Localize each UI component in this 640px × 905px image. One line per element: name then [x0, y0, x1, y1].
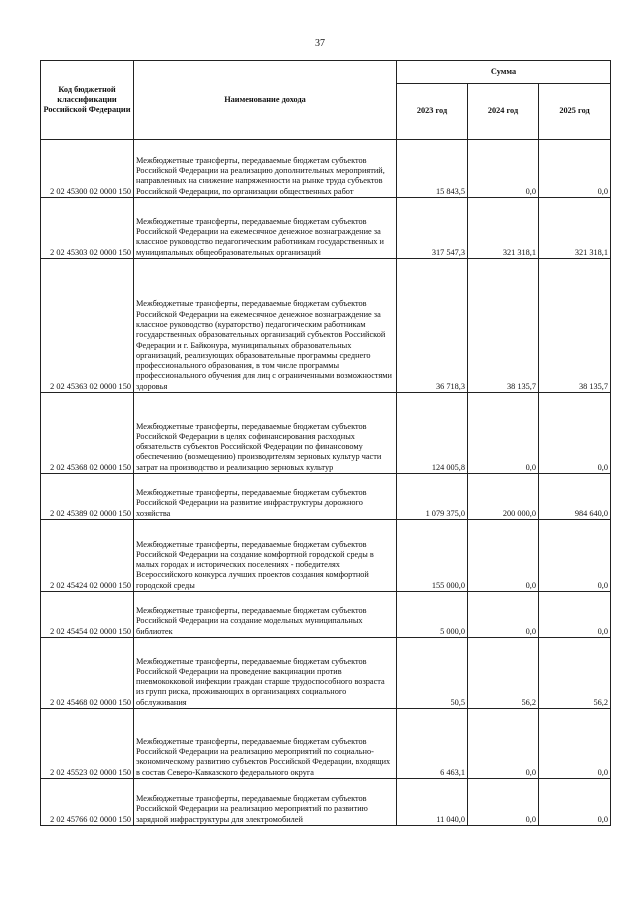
row-value-2024: 321 318,1	[468, 198, 539, 259]
row-name: Межбюджетные трансферты, передаваемые бюджетам субъектов Российской Федерации на создание комфортной городской среды в малых городах и исторических поселениях - победителях Всероссийского конкурса лучших проектов создания комфортной городской среды	[134, 520, 397, 592]
row-name: Межбюджетные трансферты, передаваемые бюджетам субъектов Российской Федерации на развитие инфраструктуры дорожного хозяйства	[134, 474, 397, 520]
row-code: 2 02 45454 02 0000 150	[41, 592, 134, 638]
row-value-2024: 0,0	[468, 393, 539, 474]
header-year-2025: 2025 год	[539, 84, 611, 140]
row-value-2025: 0,0	[539, 709, 611, 779]
page-number: 37	[315, 38, 325, 49]
row-value-2023: 317 547,3	[397, 198, 468, 259]
row-name: Межбюджетные трансферты, передаваемые бюджетам субъектов Российской Федерации на проведение вакцинации против пневмококковой инфекции граждан старше трудоспособного возраста из групп риска, проживающих в организациях социального обслуживания	[134, 638, 397, 709]
row-code: 2 02 45303 02 0000 150	[41, 198, 134, 259]
row-value-2023: 15 843,5	[397, 140, 468, 198]
header-year-2023: 2023 год	[397, 84, 468, 140]
row-value-2024: 56,2	[468, 638, 539, 709]
row-value-2025: 0,0	[539, 140, 611, 198]
revenue-table	[40, 60, 611, 826]
row-value-2024: 200 000,0	[468, 474, 539, 520]
header-sum: Сумма	[397, 61, 611, 84]
row-value-2025: 321 318,1	[539, 198, 611, 259]
row-code: 2 02 45424 02 0000 150	[41, 520, 134, 592]
table-row	[41, 198, 611, 259]
row-value-2025: 0,0	[539, 393, 611, 474]
row-name: Межбюджетные трансферты, передаваемые бюджетам субъектов Российской Федерации в целях софинансирования расходных обязательств субъектов Российской Федерации по финансовому обеспечению (возмещению) производителям зерновых культур части затрат на производство и реализацию зерновых культур	[134, 393, 397, 474]
row-value-2024: 0,0	[468, 520, 539, 592]
row-code: 2 02 45766 02 0000 150	[41, 779, 134, 826]
row-value-2025: 984 640,0	[539, 474, 611, 520]
row-code: 2 02 45389 02 0000 150	[41, 474, 134, 520]
row-value-2025: 56,2	[539, 638, 611, 709]
header-name: Наименование дохода	[134, 61, 397, 140]
table-row	[41, 520, 611, 592]
row-value-2023: 36 718,3	[397, 259, 468, 393]
row-name: Межбюджетные трансферты, передаваемые бюджетам субъектов Российской Федерации на реализацию мероприятий по развитию зарядной инфраструктуры для электромобилей	[134, 779, 397, 826]
row-value-2025: 38 135,7	[539, 259, 611, 393]
row-code: 2 02 45468 02 0000 150	[41, 638, 134, 709]
table-row	[41, 638, 611, 709]
table-row	[41, 709, 611, 779]
row-name: Межбюджетные трансферты, передаваемые бюджетам субъектов Российской Федерации на ежемесячное денежное вознаграждение за классное руководство (кураторство) педагогическим работникам государственных образовательных организаций субъектов Российской Федерации и г. Байконура, муниципальных образовательных организаций, реализующих образовательные программы среднего профессионального образования, в том числе программы профессионального обучения для лиц с ограниченными возможностями здоровья	[134, 259, 397, 393]
row-name: Межбюджетные трансферты, передаваемые бюджетам субъектов Российской Федерации на реализацию дополнительных мероприятий, направленных на снижение напряженности на рынке труда субъектов Российской Федерации, по организации общественных работ	[134, 140, 397, 198]
row-value-2025: 0,0	[539, 520, 611, 592]
row-value-2023: 124 005,8	[397, 393, 468, 474]
row-value-2023: 11 040,0	[397, 779, 468, 826]
row-code: 2 02 45368 02 0000 150	[41, 393, 134, 474]
header-year-2024: 2024 год	[468, 84, 539, 140]
row-code: 2 02 45523 02 0000 150	[41, 709, 134, 779]
row-code: 2 02 45363 02 0000 150	[41, 259, 134, 393]
table-row	[41, 592, 611, 638]
row-name: Межбюджетные трансферты, передаваемые бюджетам субъектов Российской Федерации на создание модельных муниципальных библиотек	[134, 592, 397, 638]
row-value-2023: 5 000,0	[397, 592, 468, 638]
header-code: Код бюджетной классификации Российской Федерации	[41, 61, 134, 140]
table-row	[41, 259, 611, 393]
row-value-2024: 0,0	[468, 140, 539, 198]
row-value-2024: 0,0	[468, 709, 539, 779]
table-row	[41, 474, 611, 520]
row-value-2025: 0,0	[539, 779, 611, 826]
row-value-2024: 0,0	[468, 592, 539, 638]
row-name: Межбюджетные трансферты, передаваемые бюджетам субъектов Российской Федерации на ежемесячное денежное вознаграждение за классное руководство педагогическим работникам государственных и муниципальных общеобразовательных организаций	[134, 198, 397, 259]
row-value-2023: 6 463,1	[397, 709, 468, 779]
row-code: 2 02 45300 02 0000 150	[41, 140, 134, 198]
row-value-2025: 0,0	[539, 592, 611, 638]
row-name: Межбюджетные трансферты, передаваемые бюджетам субъектов Российской Федерации на реализацию мероприятий по социально-экономическому развитию субъектов Российской Федерации, входящих в состав Северо-Кавказского федерального округа	[134, 709, 397, 779]
table-row	[41, 779, 611, 826]
row-value-2024: 38 135,7	[468, 259, 539, 393]
row-value-2023: 1 079 375,0	[397, 474, 468, 520]
row-value-2023: 155 000,0	[397, 520, 468, 592]
table-row	[41, 393, 611, 474]
row-value-2024: 0,0	[468, 779, 539, 826]
table-row	[41, 140, 611, 198]
row-value-2023: 50,5	[397, 638, 468, 709]
